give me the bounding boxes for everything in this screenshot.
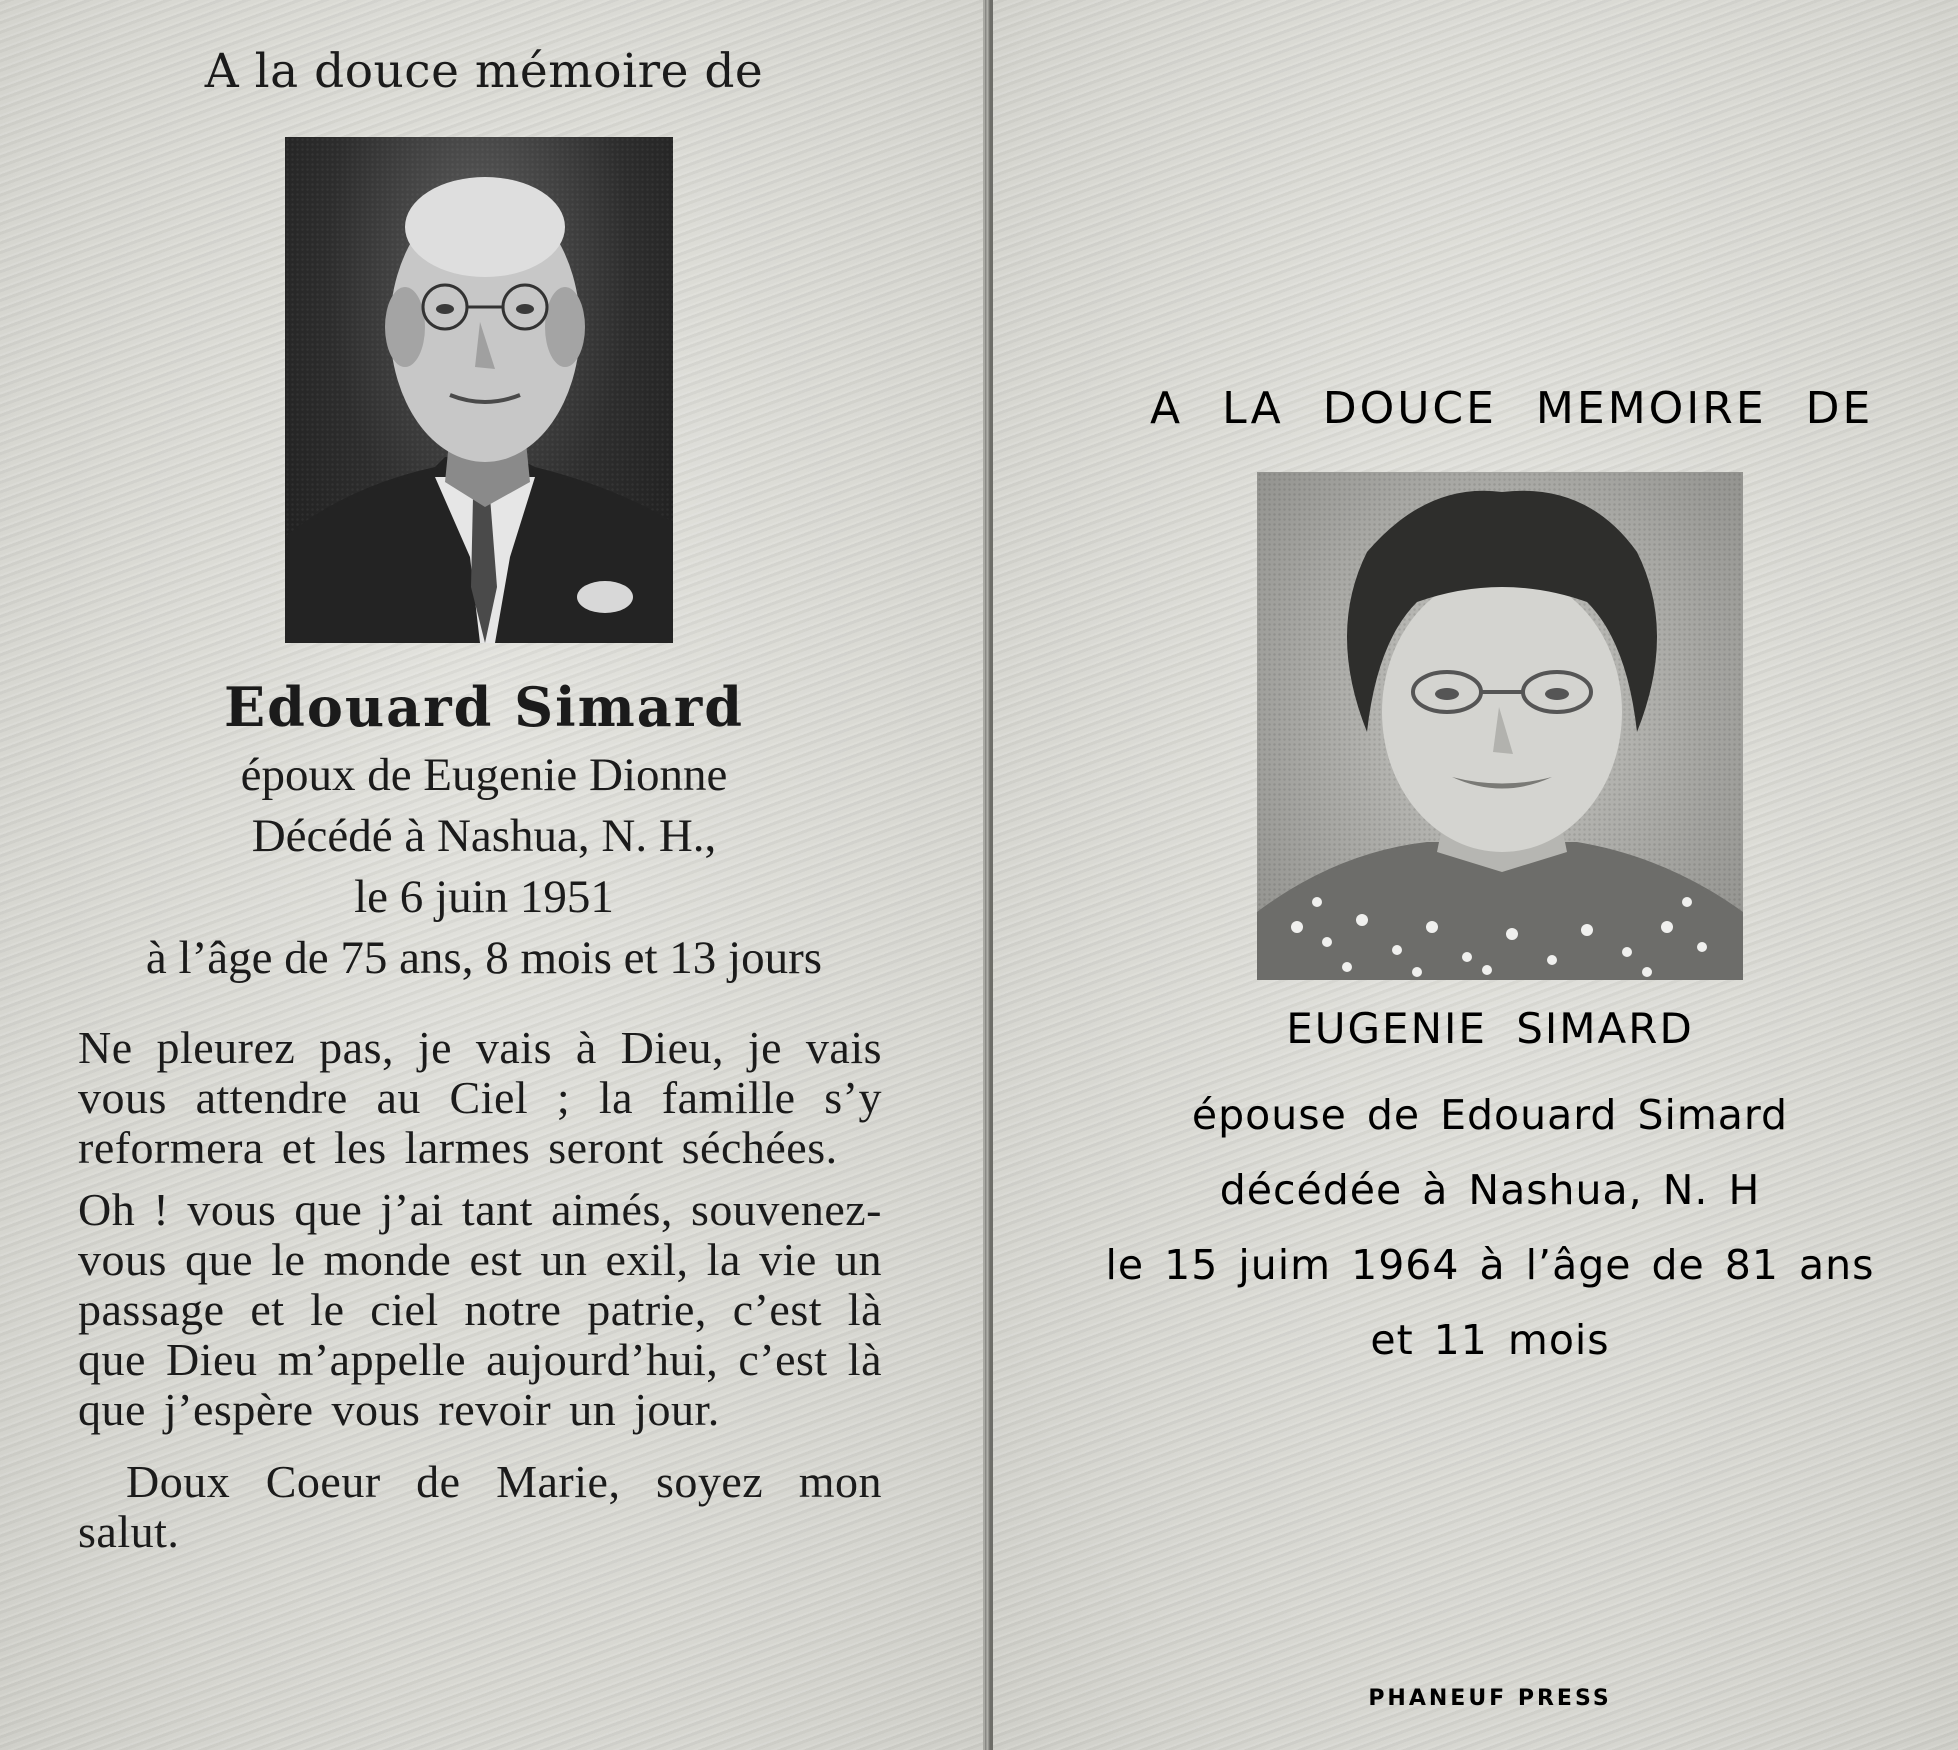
death-date-line: le 6 juin 1951 xyxy=(354,871,614,923)
portrait-photo-eugenie xyxy=(1257,472,1743,980)
printer-imprint: PHANEUF PRESS xyxy=(1368,1686,1612,1711)
verse-paragraph-3: Doux Coeur de Marie, soyez mon salut. xyxy=(78,1456,882,1557)
death-place-line: décédée à Nashua, N. H xyxy=(1219,1166,1761,1214)
memorial-verse xyxy=(78,1023,882,1569)
age-months-line: et 11 mois xyxy=(1370,1316,1610,1364)
death-date-age-line: le 15 juim 1964 à l’âge de 81 ans xyxy=(1105,1241,1875,1289)
death-place-line: Décédé à Nashua, N. H., xyxy=(251,810,717,862)
death-details xyxy=(0,745,968,989)
card-heading: A LA DOUCE MEMOIRE DE xyxy=(1150,383,1874,434)
portrait-photo-edouard xyxy=(285,137,673,643)
card-heading: A la douce mémoire de xyxy=(204,44,764,99)
spouse-line: épouse de Edouard Simard xyxy=(1191,1091,1789,1139)
deceased-name: EUGENIE SIMARD xyxy=(1286,1004,1694,1053)
verse-paragraph-2: Oh ! vous que j’ai tant aimés, souvenez-vous que le monde est un exil, la vie un passage et le ciel notre patrie, c’est là que Dieu m’appelle aujourd’hui, c’est là que j’espère vous revoir un jour. xyxy=(78,1184,882,1435)
death-details xyxy=(1040,1078,1940,1378)
deceased-name: Edouard Simard xyxy=(223,675,745,739)
age-line: à l’âge de 75 ans, 8 mois et 13 jours xyxy=(145,932,823,984)
spouse-line: époux de Eugenie Dionne xyxy=(240,749,728,801)
verse-paragraph-1: Ne pleurez pas, je vais à Dieu, je vais vous attendre au Ciel ; la famille s’y reformera et les larmes seront séchées. xyxy=(78,1022,882,1173)
